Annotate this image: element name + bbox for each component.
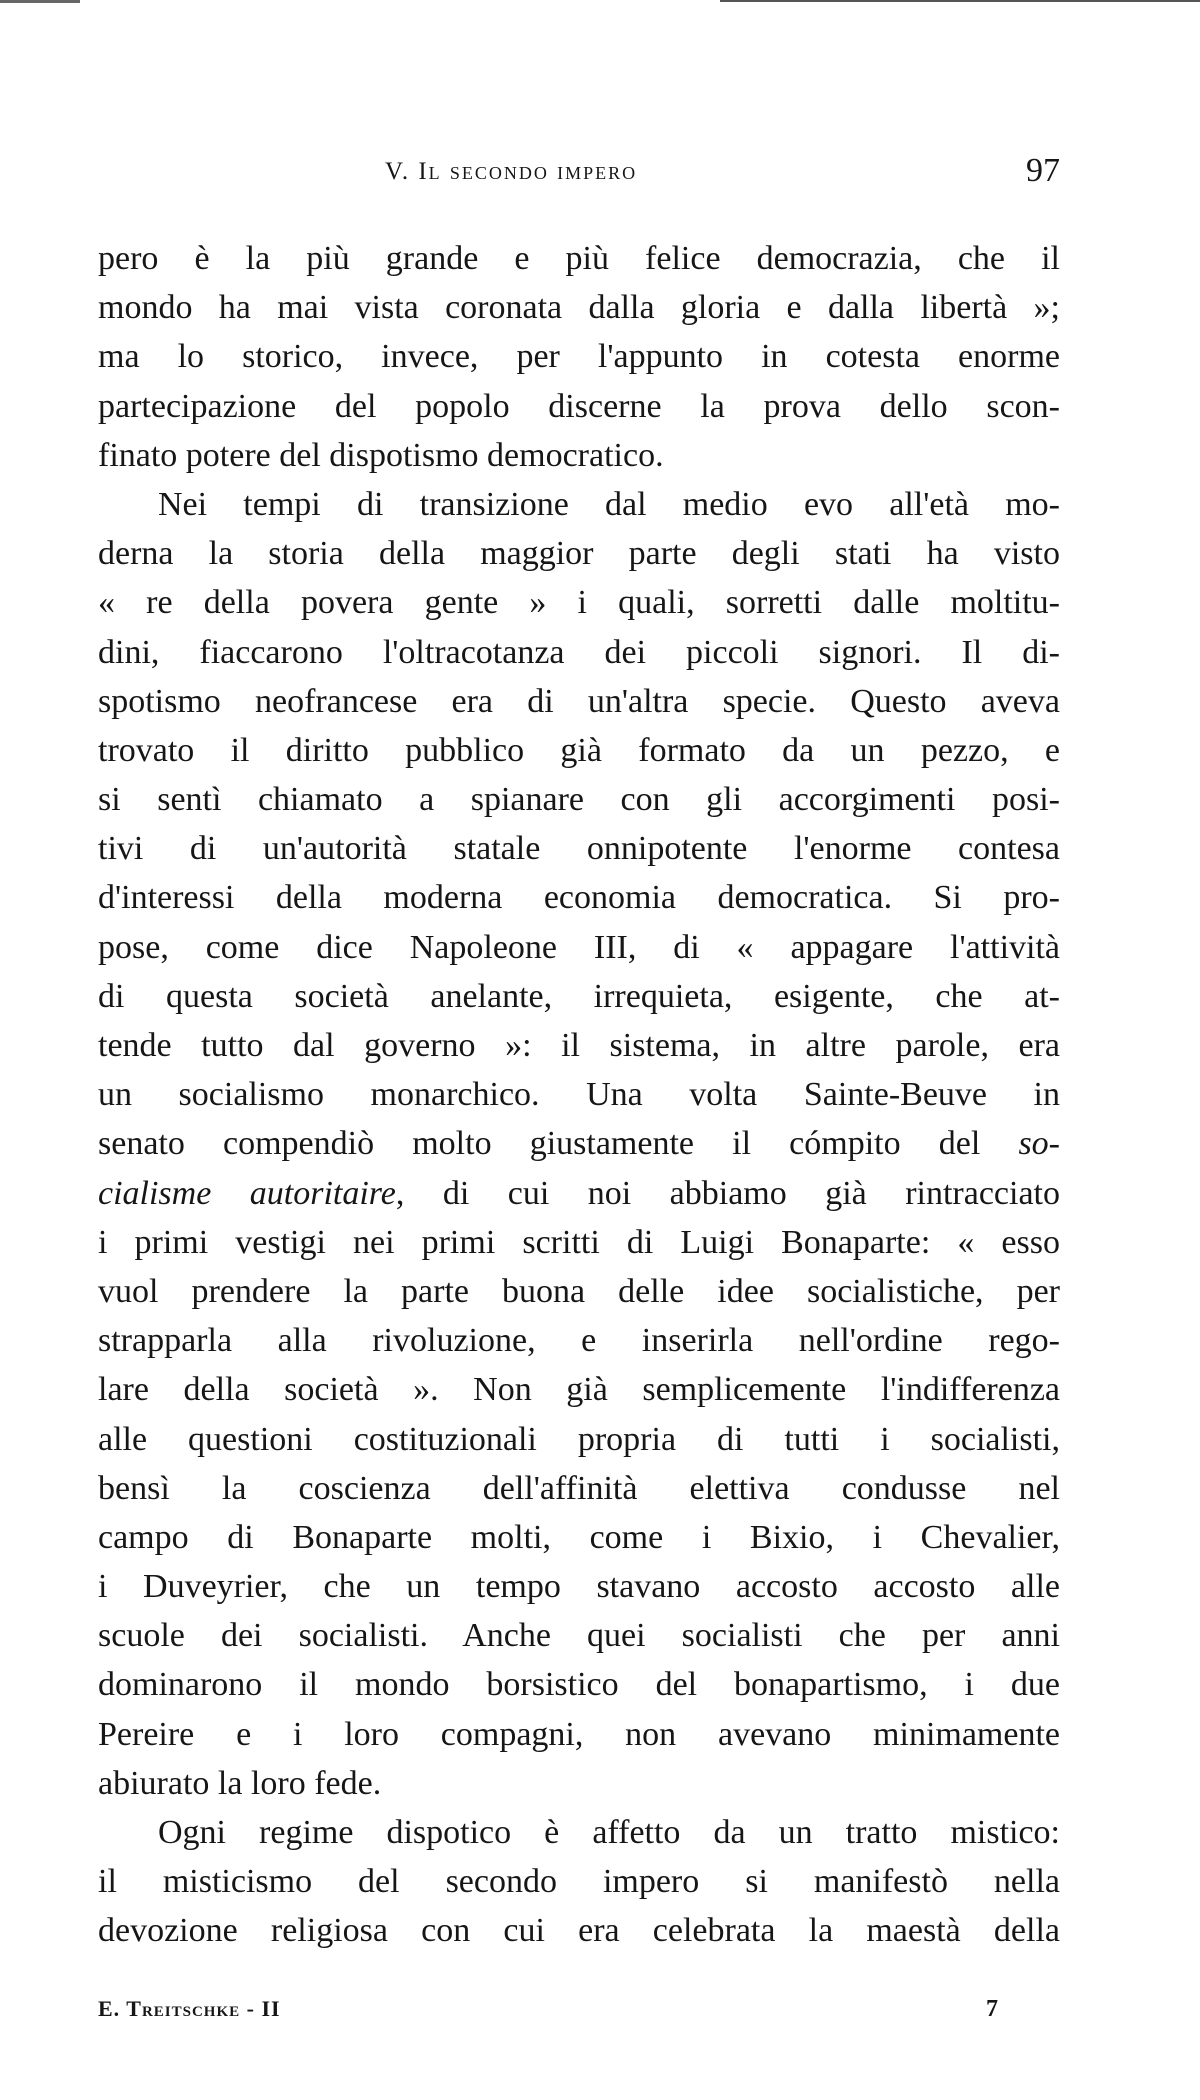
- body-text: [98, 234, 1060, 1956]
- text-line: [98, 726, 1060, 775]
- italic-text: cialisme autoritaire: [98, 1174, 396, 1212]
- text-line: [98, 1710, 1060, 1759]
- text-line: [98, 1906, 1060, 1955]
- text-line: [98, 382, 1060, 431]
- text-line: [98, 1562, 1060, 1611]
- text-line: [98, 480, 1060, 529]
- paragraph: [98, 234, 1060, 480]
- chapter-title: V. Il secondo impero: [385, 158, 638, 185]
- text-segment: Pereire e i loro compagni, non avevano minimamente: [98, 1715, 1060, 1753]
- text-line: [98, 1365, 1060, 1414]
- text-line: [98, 677, 1060, 726]
- text-line: [98, 1464, 1060, 1513]
- text-segment: campo di Bonaparte molti, come i Bixio, i Chevalier,: [98, 1518, 1060, 1556]
- text-segment: partecipazione del popolo discerne la prova dello scon-: [98, 387, 1060, 425]
- text-segment: , di cui noi abbiamo già rintracciato: [395, 1174, 1060, 1212]
- text-segment: scuole dei socialisti. Anche quei socialisti che per anni: [98, 1617, 1060, 1655]
- text-segment: « re della povera gente » i quali, sorretti dalle moltitu-: [98, 584, 1060, 622]
- text-segment: dini, fiaccarono l'oltracotanza dei piccoli signori. Il di-: [98, 633, 1060, 671]
- text-segment: strapparla alla rivoluzione, e inserirla nell'ordine rego-: [98, 1322, 1060, 1360]
- running-head: [0, 152, 1200, 196]
- text-line: [98, 923, 1060, 972]
- text-line: [98, 972, 1060, 1021]
- text-segment: senato compendiò molto giustamente il cómpito del: [98, 1125, 1019, 1163]
- text-segment: vuol prendere la parte buona delle idee socialistiche, per: [98, 1272, 1060, 1310]
- scan-edge-line: [720, 0, 1200, 2]
- text-segment: alle questioni costituzionali propria di tutti i socialisti,: [98, 1420, 1060, 1458]
- text-segment: pose, come dice Napoleone III, di « appagare l'attività: [98, 928, 1060, 966]
- text-line: [98, 1316, 1060, 1365]
- text-line: [98, 283, 1060, 332]
- text-line: [98, 1759, 1060, 1808]
- scan-edge-mark: [0, 0, 80, 3]
- text-line: [98, 431, 1060, 480]
- paragraph: [98, 480, 1060, 1808]
- text-segment: abiurato la loro fede.: [98, 1764, 382, 1802]
- page-footer: [0, 1996, 1200, 2036]
- text-line: [98, 1611, 1060, 1660]
- text-line: [98, 824, 1060, 873]
- text-line: [98, 1070, 1060, 1119]
- text-line: [98, 1513, 1060, 1562]
- text-segment: un socialismo monarchico. Una volta Sainte-Beuve in: [98, 1076, 1060, 1114]
- text-segment: tivi di un'autorità statale onnipotente l'enorme contesa: [98, 830, 1060, 868]
- text-line: [98, 873, 1060, 922]
- text-segment: derna la storia della maggior parte degli stati ha visto: [98, 535, 1060, 573]
- text-segment: bensì la coscienza dell'affinità elettiva condusse nel: [98, 1469, 1060, 1507]
- text-line: [98, 1857, 1060, 1906]
- text-line: [98, 1660, 1060, 1709]
- text-segment: il misticismo del secondo impero si manifestò nella: [98, 1863, 1060, 1901]
- text-line: [98, 1218, 1060, 1267]
- text-line: [98, 1808, 1060, 1857]
- text-segment: i primi vestigi nei primi scritti di Luigi Bonaparte: « esso: [98, 1223, 1060, 1261]
- text-line: [98, 628, 1060, 677]
- text-segment: devozione religiosa con cui era celebrata la maestà della: [98, 1912, 1060, 1950]
- text-segment: ma lo storico, invece, per l'appunto in cotesta enorme: [98, 338, 1060, 376]
- text-segment: finato potere del dispotismo democratico.: [98, 436, 664, 474]
- text-line: [98, 1267, 1060, 1316]
- text-line: [98, 578, 1060, 627]
- text-segment: lare della società ». Non già semplicemente l'indifferenza: [98, 1371, 1060, 1409]
- text-segment: tende tutto dal governo »: il sistema, in altre parole, era: [98, 1027, 1060, 1064]
- italic-text: so-: [1018, 1125, 1060, 1163]
- printer-signature: E. Treitschke - II: [98, 1996, 281, 2021]
- text-line: [98, 332, 1060, 381]
- page-number: 97: [1026, 152, 1060, 189]
- text-line: [98, 234, 1060, 283]
- signature-mark: 7: [986, 1996, 998, 2022]
- text-segment: spotismo neofrancese era di un'altra specie. Questo aveva: [98, 682, 1060, 720]
- text-segment: dominarono il mondo borsistico del bonapartismo, i due: [98, 1666, 1060, 1704]
- text-line: [98, 1415, 1060, 1464]
- paragraph: [98, 1808, 1060, 1956]
- text-segment: d'interessi della moderna economia democratica. Si pro-: [98, 879, 1060, 917]
- text-segment: trovato il diritto pubblico già formato da un pezzo, e: [98, 731, 1060, 769]
- text-segment: mondo ha mai vista coronata dalla gloria e dalla libertà »;: [98, 289, 1060, 327]
- text-line: [98, 1169, 1060, 1218]
- text-segment: pero è la più grande e più felice democrazia, che il: [98, 240, 1060, 277]
- text-segment: di questa società anelante, irrequieta, esigente, che at-: [98, 977, 1060, 1015]
- text-segment: si sentì chiamato a spianare con gli accorgimenti posi-: [98, 781, 1060, 819]
- text-segment: Nei tempi di transizione dal medio evo all'età mo-: [158, 485, 1060, 523]
- text-segment: Ogni regime dispotico è affetto da un tratto mistico:: [158, 1814, 1060, 1851]
- text-segment: i Duveyrier, che un tempo stavano accosto accosto alle: [98, 1568, 1060, 1606]
- text-line: [98, 529, 1060, 578]
- text-line: [98, 1021, 1060, 1070]
- text-line: [98, 1119, 1060, 1168]
- text-line: [98, 775, 1060, 824]
